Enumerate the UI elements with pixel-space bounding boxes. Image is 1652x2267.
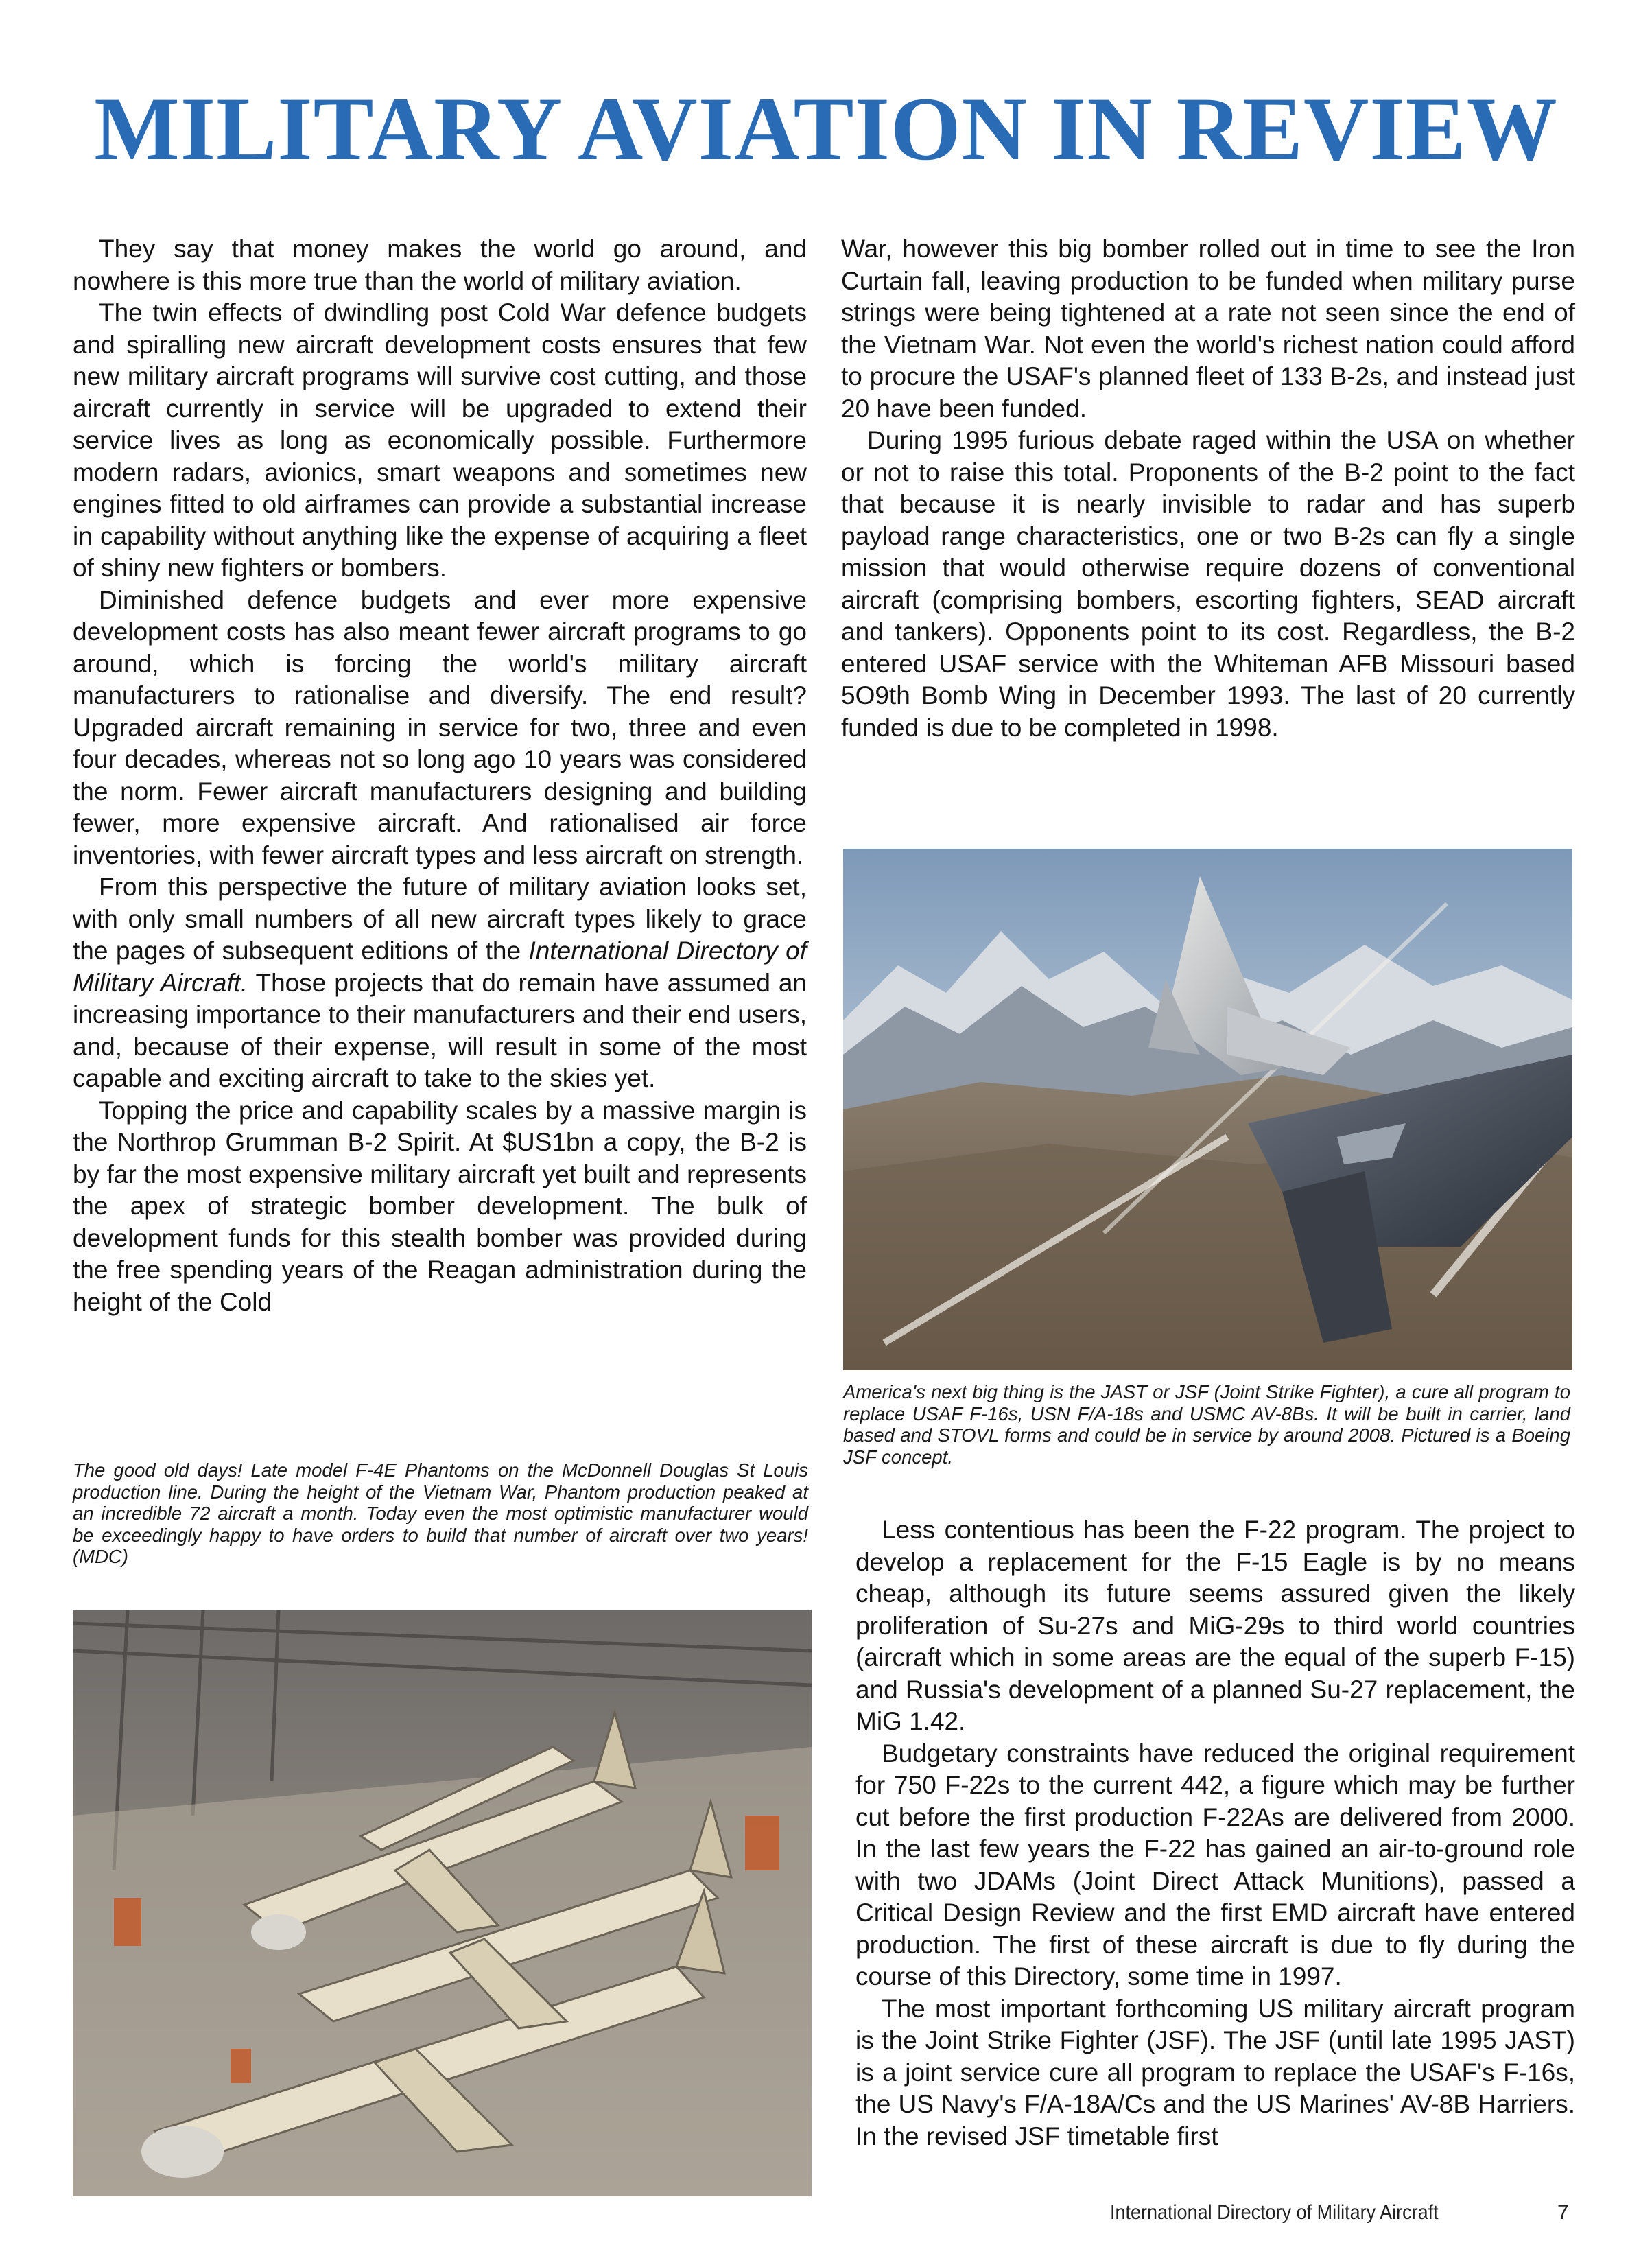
right-column-bottom bbox=[856, 1514, 1575, 2152]
jsf-photo-caption: America's next big thing is the JAST or JSF (Joint Strike Fighter), a cure all program to replace USAF F-16s, USN F/A-18s and USMC AV-8Bs. It will be built in carrier, land based and STOVL forms and could be in service by around 2008. Pictured is a Boeing JSF concept. bbox=[843, 1381, 1570, 1468]
paragraph: Diminished defence budgets and ever more expensive development costs has also meant fewer aircraft programs to go around, which is forcing the world's military aircraft manufacturers to rationalise and diversify. The end result? Upgraded aircraft remaining in service for two, three and even four decades, whereas not so long ago 10 years was considered the norm. Fewer aircraft manufacturers designing and building fewer, more expensive aircraft. And rationalised air force inventories, with fewer aircraft types and less aircraft on strength. bbox=[73, 585, 807, 869]
phantom-production-line-photo bbox=[73, 1610, 812, 2196]
paragraph-text: Those projects that do remain have assumed an increasing importance to their manufacturers and their end users, and, because of their expense, will result in some of the most capable and exciting aircraft to take to the skies yet. bbox=[73, 968, 807, 1092]
paragraph: The twin effects of dwindling post Cold War defence budgets and spiralling new aircraft development costs ensures that few new military aircraft programs will survive cost cutting, and those aircraft currently in service will be upgraded to extend their service lives as long as economically possible. Furthermore modern radars, avionics, smart weapons and sometimes new engines fitted to old airframes can provide a substantial increase in capability without anything like the expense of acquiring a fleet of shiny new fighters or bombers. bbox=[73, 298, 807, 582]
page-title: MILITARY AVIATION IN REVIEW bbox=[94, 78, 1558, 179]
right-column-top bbox=[841, 233, 1575, 744]
phantom-photo-caption: The good old days! Late model F-4E Phantoms on the McDonnell Douglas St Louis production line. During the height of the Vietnam War, Phantom production peaked at an incredible 72 aircraft a month. Today even the most optimistic manufacturer would be exceedingly happy to have orders to build that number of aircraft over two years! (MDC) bbox=[73, 1459, 808, 1567]
paragraph: The most important forthcoming US military aircraft program is the Joint Strike Fighter (JSF). The JSF (until late 1995 JAST) is a joint service cure all program to replace the USAF's F-16s, the US Navy's F/A-18A/Cs and the US Marines' AV-8B Harriers. In the revised JSF timetable first bbox=[856, 1994, 1575, 2150]
paragraph bbox=[73, 871, 807, 1095]
jsf-concept-photo bbox=[843, 849, 1572, 1370]
paragraph: During 1995 furious debate raged within the USA on whether or not to raise this total. Proponents of the B-2 point to the fact that because it is nearly invisible to radar and has superb payload range characteristics, one or two B-2s can fly a single mission that would otherwise require dozens of conventional aircraft (comprising bombers, escorting fighters, SEAD aircraft and tankers). Opponents point to its cost. Regardless, the B-2 entered USAF service with the Whiteman AFB Missouri based 5O9th Bomb Wing in December 1993. The last of 20 currently funded is due to be completed in 1998. bbox=[841, 426, 1575, 742]
paragraph-text: From this perspective the future of military aviation looks set, with only small numbers of all new aircraft types likely to grace the pages of subsequent editions of the bbox=[73, 873, 807, 965]
paragraph: Topping the price and capability scales by a massive margin is the Northrop Grumman B-2 Spirit. At $US1bn a copy, the B-2 is by far the most expensive military aircraft yet built and represents the apex of strategic bomber development. The bulk of development funds for this stealth bomber was provided during the free spending years of the Reagan administration during the height of the Cold bbox=[73, 1096, 807, 1316]
paragraph: Less contentious has been the F-22 program. The project to develop a replacement for the F-15 Eagle is by no means cheap, although its future seems assured given the likely proliferation of Su-27s and MiG-29s to third world countries (aircraft which in some areas are the equal of the superb F-15) and Russia's development of a planned Su-27 replacement, the MiG 1.42. bbox=[856, 1516, 1575, 1735]
page-number: 7 bbox=[1557, 2201, 1569, 2224]
paragraph: War, however this big bomber rolled out in time to see the Iron Curtain fall, leaving production to be funded when military purse strings were being tightened at a rate not seen since the end of the Vietnam War. Not even the world's richest nation could afford to procure the USAF's planned fleet of 133 B-2s, and instead just 20 have been funded. bbox=[841, 235, 1575, 423]
left-column bbox=[73, 233, 807, 1318]
paragraph: Budgetary constraints have reduced the original requirement for 750 F-22s to the current 442, a figure which may be further cut before the first production F-22As are delivered from 2000. In the last few years the F-22 has gained an air-to-ground role with two JDAMs (Joint Direct Attack Munitions), passed a Critical Design Review and the first EMD aircraft have entered production. The first of these aircraft is due to fly during the course of this Directory, some time in 1997. bbox=[856, 1739, 1575, 1990]
paragraph: They say that money makes the world go around, and nowhere is this more true than the world of military aviation. bbox=[73, 235, 807, 295]
footer-publication-title: International Directory of Military Aircraft bbox=[1110, 2201, 1439, 2224]
publication-title-italic: International Directory of Military Aircraft. bbox=[73, 937, 807, 997]
